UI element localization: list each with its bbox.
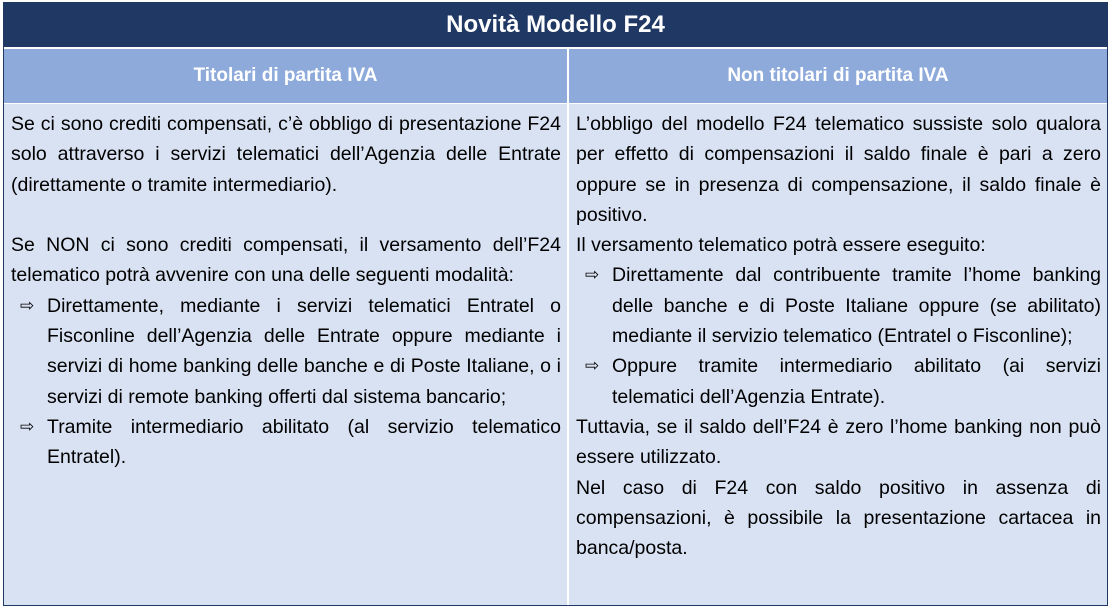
header-row xyxy=(4,49,1107,103)
arrow-right-icon: ⇨ xyxy=(585,356,600,376)
column-header-vat-holders: Titolari di partita IVA xyxy=(4,49,569,103)
paragraph: L’obbligo del modello F24 telematico sussiste solo qualora per effetto di compensazioni il saldo finale è pari a zero oppure se in presenza di compensazione, il saldo finale è positivo. xyxy=(576,113,1101,226)
list-item xyxy=(576,260,1101,351)
list-item-text: Tramite intermediario abilitato (al servizio telematico Entratel). xyxy=(47,415,561,469)
column-header-non-vat-holders: Non titolari di partita IVA xyxy=(569,49,1107,103)
list-item-text: Oppure tramite intermediario abilitato (ai servizi telematici dell’Agenzia Entrate). xyxy=(612,355,1101,408)
paragraph: Se ci sono crediti compensati, c’è obbligo di presentazione F24 solo attraverso i servizi telematici dell’Agenzia delle Entrate (direttamente o tramite intermediario). xyxy=(11,113,561,196)
list-item xyxy=(11,412,561,473)
list-item-text: Direttamente dal contribuente tramite l’home banking delle banche e di Poste Italiane oppure (se abilitato) mediante il servizio telematico (Entratel o Fisconline); xyxy=(612,264,1101,348)
paragraph: Tuttavia, se il saldo dell’F24 è zero l’home banking non può essere utilizzato. xyxy=(576,415,1101,469)
paragraph: Nel caso di F24 con saldo positivo in assenza di compensazioni, è possibile la presentazione cartacea in banca/posta. xyxy=(576,476,1101,560)
list-item-text: Direttamente, mediante i servizi telematici Entratel o Fisconline dell’Agenzia delle Entrate oppure mediante i servizi di home banking delle banche e di Poste Italiane, o i servizi di remote banking offerti dal sistema bancario; xyxy=(47,294,561,408)
table-title: Novità Modello F24 xyxy=(4,3,1107,47)
comparison-table xyxy=(3,2,1108,606)
non-vat-holders-cell xyxy=(569,104,1107,605)
arrow-right-icon: ⇨ xyxy=(585,265,600,285)
paragraph: Se NON ci sono crediti compensati, il versamento dell’F24 telematico potrà avvenire con una delle seguenti modalità: xyxy=(11,234,561,287)
arrow-right-icon: ⇨ xyxy=(20,416,35,436)
list-item xyxy=(11,291,561,412)
paragraph: Il versamento telematico potrà essere eseguito: xyxy=(576,234,986,257)
paragraph-spacer xyxy=(11,200,561,230)
arrow-right-icon: ⇨ xyxy=(20,295,35,315)
body-row xyxy=(4,104,1107,605)
bullet-list xyxy=(11,291,561,473)
bullet-list xyxy=(576,260,1101,411)
list-item xyxy=(576,351,1101,412)
vat-holders-cell xyxy=(4,104,569,605)
